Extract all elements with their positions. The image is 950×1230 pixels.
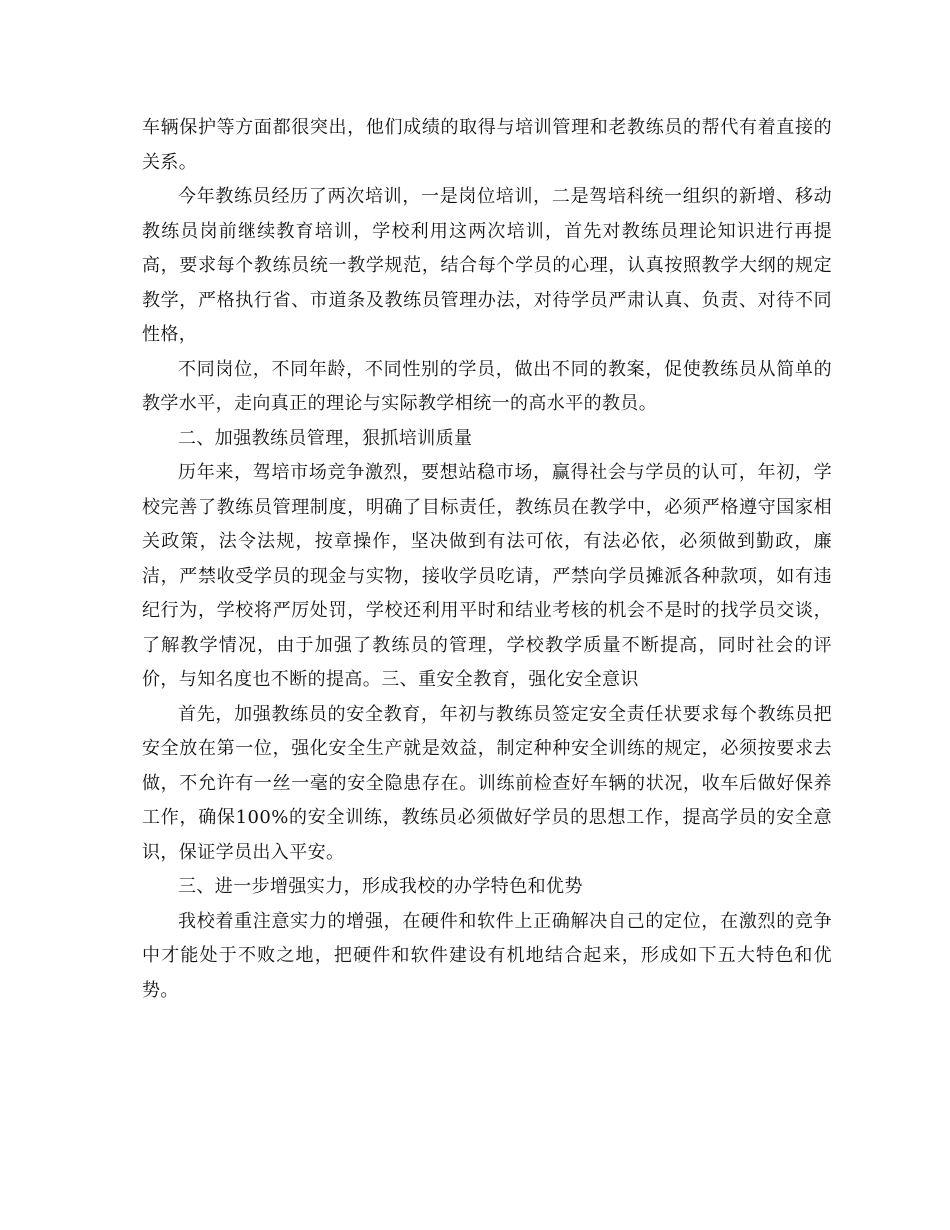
paragraph-management: 历年来，驾培市场竞争激烈，要想站稳市场，赢得社会与学员的认可，年初，学校完善了教练员管理制度，明确了目标责任，教练员在教学中，必须严格遵守国家相关政策，法令法规，按章操作，坚决做到有法可依，有法必依，必须做到勤政，廉洁，严禁收受学员的现金与实物，接收学员吃请，严禁向学员摊派各种款项，如有违纪行为，学校将严厉处罚，学校还利用平时和结业考核的机会不是时的找学员交谈，了解教学情况，由于加强了教练员的管理，学校教学质量不断提高，同时社会的评价，与知名度也不断的提高。三、重安全教育，强化安全意识 [142,462,832,690]
paragraph-training: 今年教练员经历了两次培训，一是岗位培训，二是驾培科统一组织的新增、移动教练员岗前继续教育培训，学校利用这两次培训，首先对教练员理论知识进行再提高，要求每个教练员统一教学规范，结合每个学员的心理，认真按照教学大纲的规定教学，严格执行省、市道条及教练员管理办法，对待学员严肃认真、负责、对待不同性格， [142,186,832,345]
paragraph-continuation: 车辆保护等方面都很突出，他们成绩的取得与培训管理和老教练员的帮代有着直接的关系。 [142,117,832,173]
paragraph-teaching-plans: 不同岗位，不同年龄，不同性别的学员，做出不同的教案，促使教练员从简单的教学水平，走向真正的理论与实际教学相统一的高水平的教员。 [142,358,832,414]
document-page [142,111,832,1008]
paragraph-strength: 我校着重注意实力的增强，在硬件和软件上正确解决自己的定位，在激烈的竞争中才能处于不败之地，把硬件和软件建设有机地结合起来，形成如下五大特色和优势。 [142,910,832,1001]
section-heading-management: 二、加强教练员管理，狠抓培训质量 [178,427,473,449]
paragraph-safety: 首先，加强教练员的安全教育，年初与教练员签定安全责任状要求每个教练员把安全放在第一位，强化安全生产就是效益，制定种种安全训练的规定，必须按要求去做，不允许有一丝一毫的安全隐患存在。训练前检查好车辆的状况，收车后做好保养工作，确保100%的安全训练，教练员必须做好学员的思想工作，提高学员的安全意识，保证学员出入平安。 [142,703,832,863]
section-heading-strength: 三、进一步增强实力，形成我校的办学特色和优势 [178,876,583,897]
